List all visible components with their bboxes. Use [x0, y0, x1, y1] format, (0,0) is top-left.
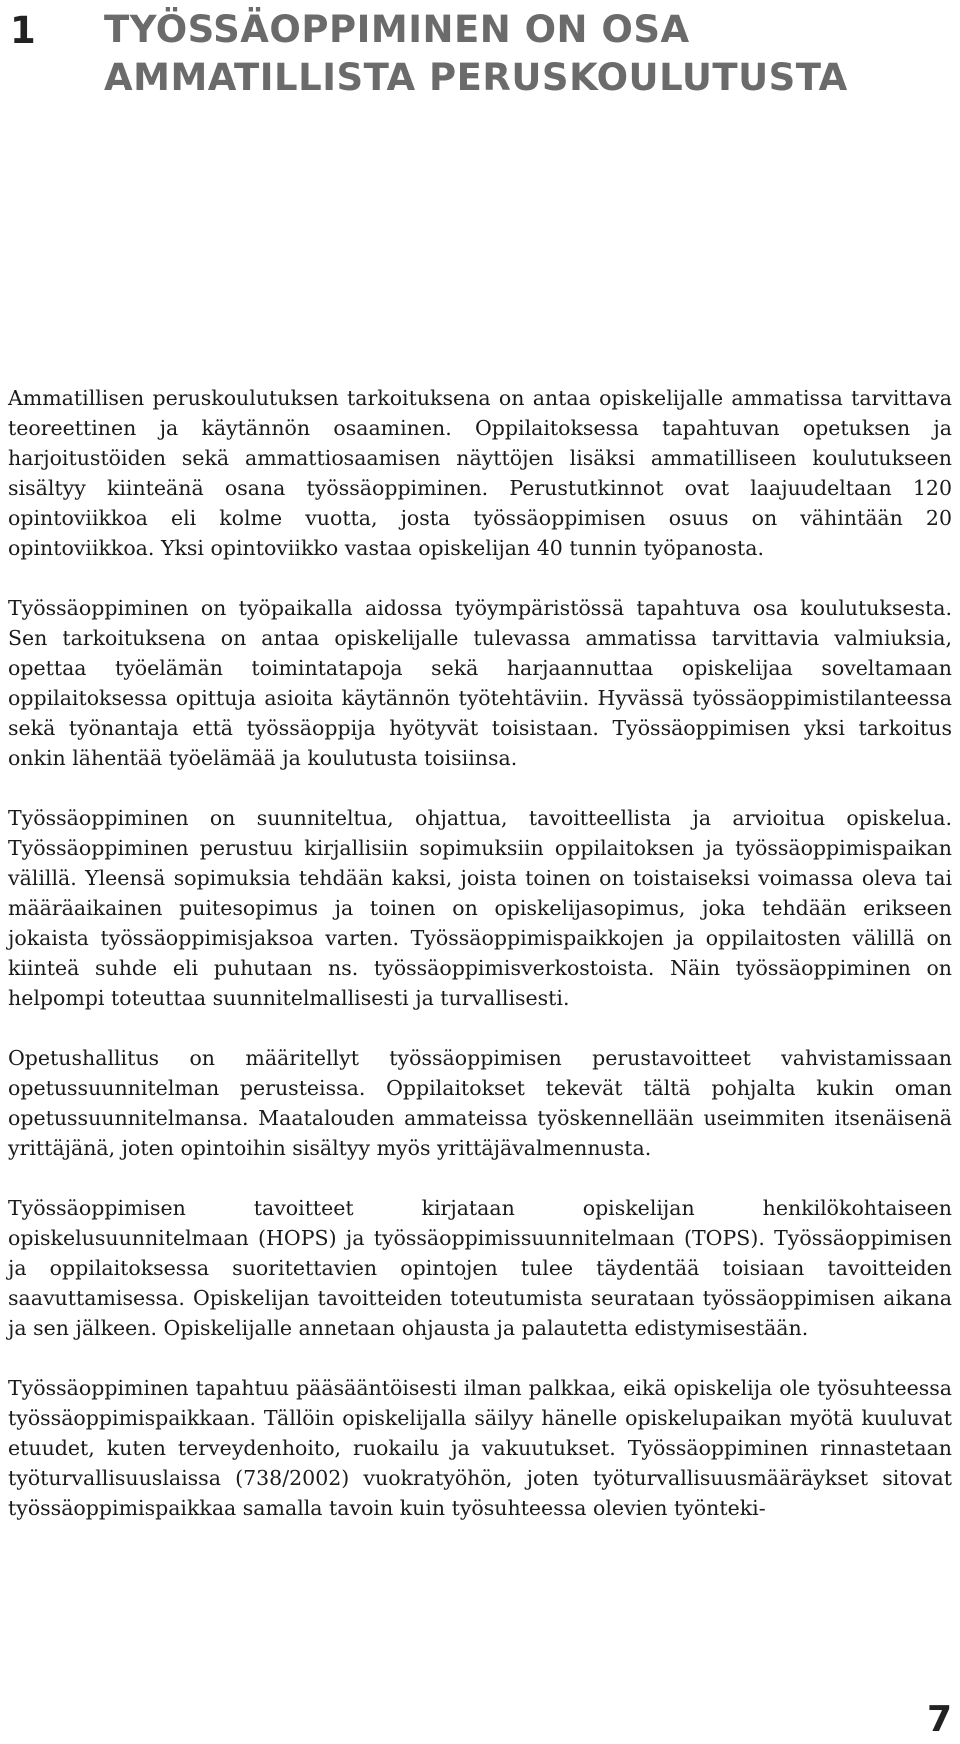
body-text: [8, 383, 952, 1553]
paragraph: Työssäoppiminen on työpaikalla aidossa työympäristössä tapahtuva osa koulutuksesta. Sen tarkoituksena on antaa opiskelijalle tulevassa ammatissa tarvittavia valmiuksia, opettaa työelämän toimintatapoja sekä harjaannuttaa opiskelijaa soveltamaan oppilaitoksessa opittuja asioita käytännön työtehtäviin. Hyvässä työssäoppimistilanteessa sekä työnantaja että työssäoppija hyötyvät toisistaan. Työssäoppimisen yksi tarkoitus onkin lähentää työelämää ja koulutusta toisiinsa.: [8, 596, 952, 770]
paragraph: Työssäoppiminen tapahtuu pääsääntöisesti ilman palkkaa, eikä opiskelija ole työsuhteessa työssäoppimispaikkaan. Tällöin opiskelijalla säilyy hänelle opiskelupaikan myötä kuuluvat etuudet, kuten terveydenhoito, ruokailu ja vakuutukset. Työssäoppiminen rinnastetaan työturvallisuuslaissa (738/2002) vuokratyöhön, joten työturvallisuusmääräykset sitovat työssäoppimispaikkaa samalla tavoin kuin työsuhteessa olevien työnteki-: [8, 1376, 952, 1520]
chapter-title: TYÖSSÄOPPIMINEN ON OSA AMMATILLISTA PERUSKOULUTUSTA: [104, 8, 848, 99]
page-number: 7: [926, 1699, 952, 1740]
paragraph: Työssäoppiminen on suunniteltua, ohjattua, tavoitteellista ja arvioitua opiskelua. Työssäoppiminen perustuu kirjallisiin sopimuksiin oppilaitoksen ja työssäoppimispaikan välillä. Yleensä sopimuksia tehdään kaksi, joista toinen on toistaiseksi voimassa oleva tai määräaikainen puitesopimus ja toinen on opiskelijasopimus, joka tehdään erikseen jokaista työssäoppimisjaksoa varten. Työssäoppimispaikkojen ja oppilaitosten välillä on kiinteä suhde eli puhutaan ns. työssäoppimisverkostoista. Näin työssäoppiminen on helpompi toteuttaa suunnitelmallisesti ja turvallisesti.: [8, 806, 952, 1010]
chapter-number: 1: [10, 9, 36, 52]
paragraph: Työssäoppimisen tavoitteet kirjataan opiskelijan henkilökohtaiseen opiskelusuunnitelmaan (HOPS) ja työssäoppimissuunnitelmaan (TOPS). Työssäoppimisen ja oppilaitoksessa suoritettavien opintojen tulee täydentää toisiaan tavoitteiden saavuttamisessa. Opiskelijan tavoitteiden toteutumista seurataan työssäoppimisen aikana ja sen jälkeen. Opiskelijalle annetaan ohjausta ja palautetta edistymisestään.: [8, 1196, 952, 1340]
paragraph: Ammatillisen peruskoulutuksen tarkoituksena on antaa opiskelijalle ammatissa tarvittava teoreettinen ja käytännön osaaminen. Oppilaitoksessa tapahtuvan opetuksen ja harjoitustöiden sekä ammattiosaamisen näyttöjen lisäksi ammatilliseen koulutukseen sisältyy kiinteänä osana työssäoppiminen. Perustutkinnot ovat laajuudeltaan 120 opintoviikkoa eli kolme vuotta, josta työssäoppimisen osuus on vähintään 20 opintoviikkoa. Yksi opintoviikko vastaa opiskelijan 40 tunnin työpanosta.: [8, 386, 952, 560]
paragraph: Opetushallitus on määritellyt työssäoppimisen perustavoitteet vahvistamissaan opetussuunnitelman perusteissa. Oppilaitokset tekevät tältä pohjalta kukin oman opetussuunnitelmansa. Maatalouden ammateissa työskennellään useimmiten itsenäisenä yrittäjänä, joten opintoihin sisältyy myös yrittäjävalmennusta.: [8, 1046, 952, 1160]
